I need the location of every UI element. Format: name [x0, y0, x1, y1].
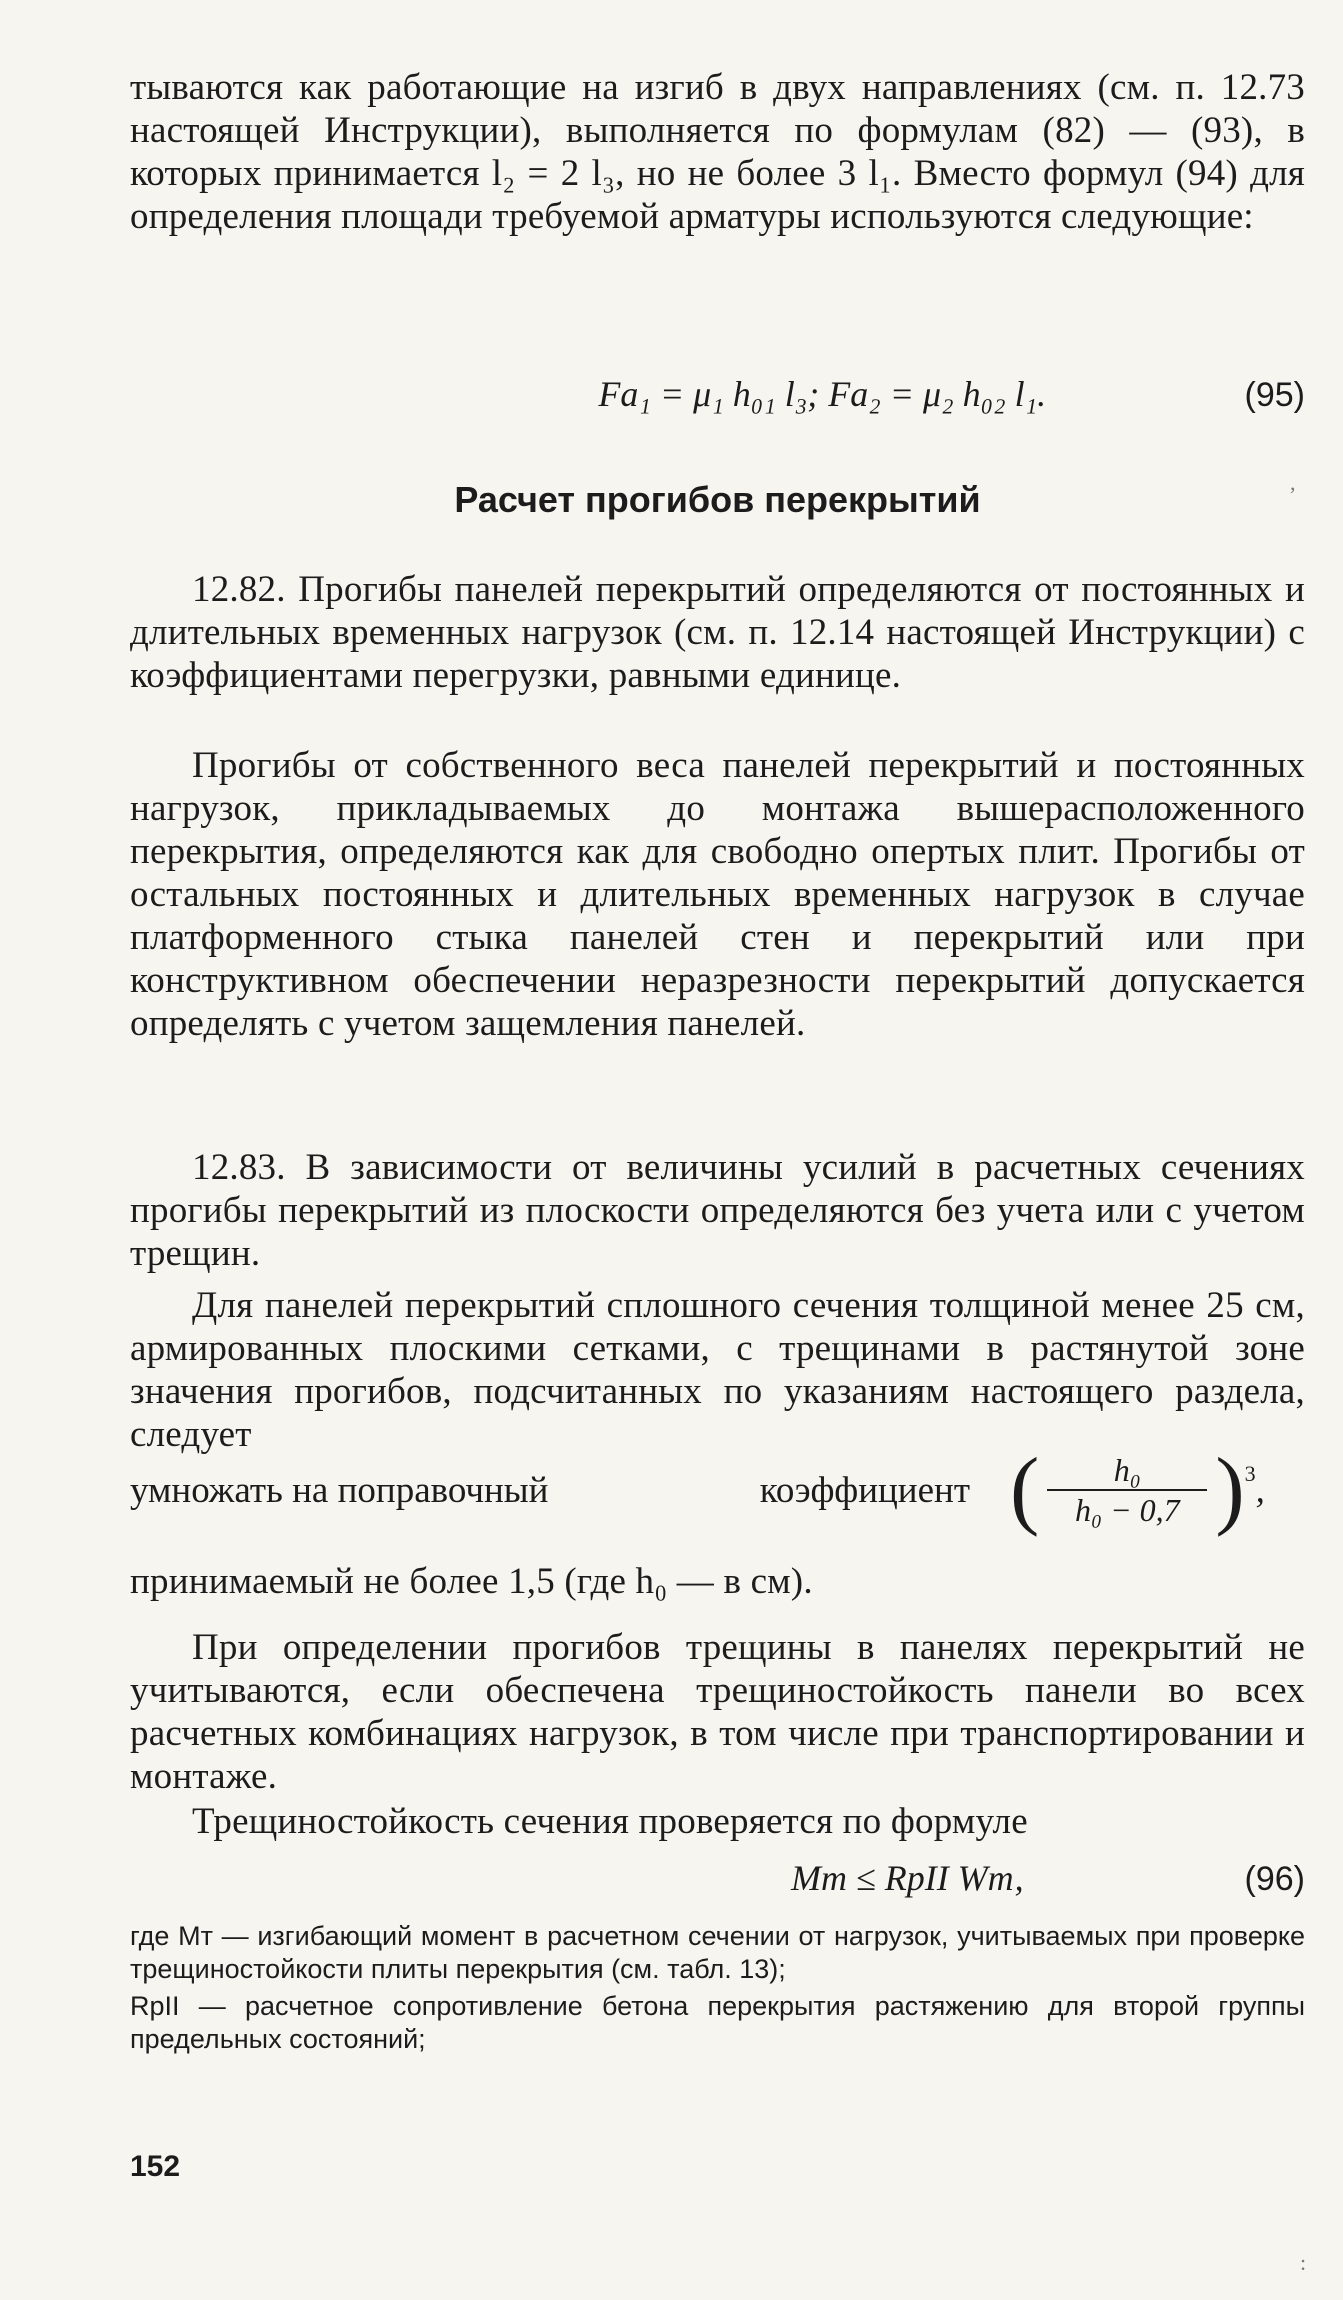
coef-tail: принимаемый не более 1,5 (где h₀ — в см). [130, 1561, 813, 1602]
formula-96-number: (96) [1244, 1860, 1305, 1898]
coefficient-line [130, 1441, 1305, 1538]
coef-exponent: 3 [1244, 1461, 1256, 1486]
left-paren: ( [1010, 1441, 1040, 1538]
para-12-82: 12.82. Прогибы панелей перекрытий определяются от постоянных и длительных временных нагрузок (см. п. 12.14 настоящей Инструкции) с коэффициентами перегрузки, равными единице. [130, 569, 1305, 696]
para-solid-block [130, 1284, 1305, 1456]
para-12-83-block [130, 1146, 1305, 1275]
para-12-82-block [130, 568, 1305, 697]
coef-trail: , [1255, 1469, 1265, 1511]
para-crack-check: Трещиностойкость сечения проверяется по формуле [192, 1801, 1028, 1842]
formula-96-row [130, 1856, 1305, 1901]
footnotes [130, 1920, 1305, 2056]
page-number: 152 [130, 2150, 181, 2183]
para-12-83: 12.83. В зависимости от величины усилий в расчетных сечениях прогибы перекрытий из плоскости определяются без учета или с учетом трещин. [130, 1147, 1305, 1274]
para-solid: Для панелей перекрытий сплошного сечения толщиной менее 25 см, армированных плоскими сетками, с трещинами в растянутой зоне значения прогибов, подсчитанных по указаниям настоящего раздела, следует [130, 1285, 1305, 1455]
coef-tail-block [130, 1560, 1305, 1603]
margin-mark: , [1290, 470, 1296, 495]
page-number-block [130, 2150, 1305, 2184]
footnote-mt: где Mт — изгибающий момент в расчетном сечении от нагрузок, учитываемых при проверке трещиностойкости плиты перекрытия (см. табл. 13); [130, 1921, 1305, 1984]
right-paren: ) [1215, 1441, 1245, 1538]
formula-95-number: (95) [1244, 376, 1305, 414]
para-cracks: При определении прогибов трещины в панелях перекрытий не учитываются, если обеспечена трещиностойкость панели во всех расчетных комбинациях нагрузок, в том числе при транспортировании и монтаже. [130, 1627, 1305, 1797]
coef-numerator: h₀ [1113, 1452, 1141, 1488]
formula-95: Fа₁ = μ₁ h₀₁ l₃; Fа₂ = μ₂ h₀₂ l₁. [598, 374, 1047, 414]
para-deflections: Прогибы от собственного веса панелей перекрытий и постоянных нагрузок, прикладываемых до монтажа вышерасположенного перекрытия, определяются как для свободно опертых плит. Прогибы от остальных постоянных и длительных временных нагрузок в случае платформенного стыка панелей стен и перекрытий или при конструктивном обеспечении неразрезности перекрытий допускается определять с учетом защемления панелей. [130, 745, 1305, 1044]
section-heading: Расчет прогибов перекрытий [454, 479, 981, 520]
intro-paragraph: тываются как работающие на изгиб в двух направлениях (см. п. 12.73 настоящей Инструкции), выполняется по формулам (82) — (93), в которых принимается l₂ = 2 l₃, но не более 3 l₁. Вместо формул (94) для определения площади требуемой арматуры используются следующие: [130, 67, 1305, 237]
coef-denominator: h₀ − 0,7 [1074, 1492, 1180, 1528]
section-heading-block [130, 478, 1305, 522]
coef-line-right: коэффициент [759, 1469, 970, 1511]
para-crack-check-block [130, 1800, 1305, 1843]
footnote-rp: RрII — расчетное сопротивление бетона перекрытия растяжению для второй группы предельных состояний; [130, 1991, 1305, 2054]
para-deflections-block [130, 744, 1305, 1045]
correction-coefficient [1010, 1441, 1265, 1538]
formula-96: Mт ≤ RрII Wт, [790, 1858, 1024, 1898]
intro-block [130, 66, 1305, 238]
margin-mark: : [1300, 2250, 1307, 2275]
formula-95-row [130, 372, 1305, 417]
coef-line-left: умножать на поправочный [130, 1469, 549, 1511]
para-cracks-block [130, 1626, 1305, 1798]
